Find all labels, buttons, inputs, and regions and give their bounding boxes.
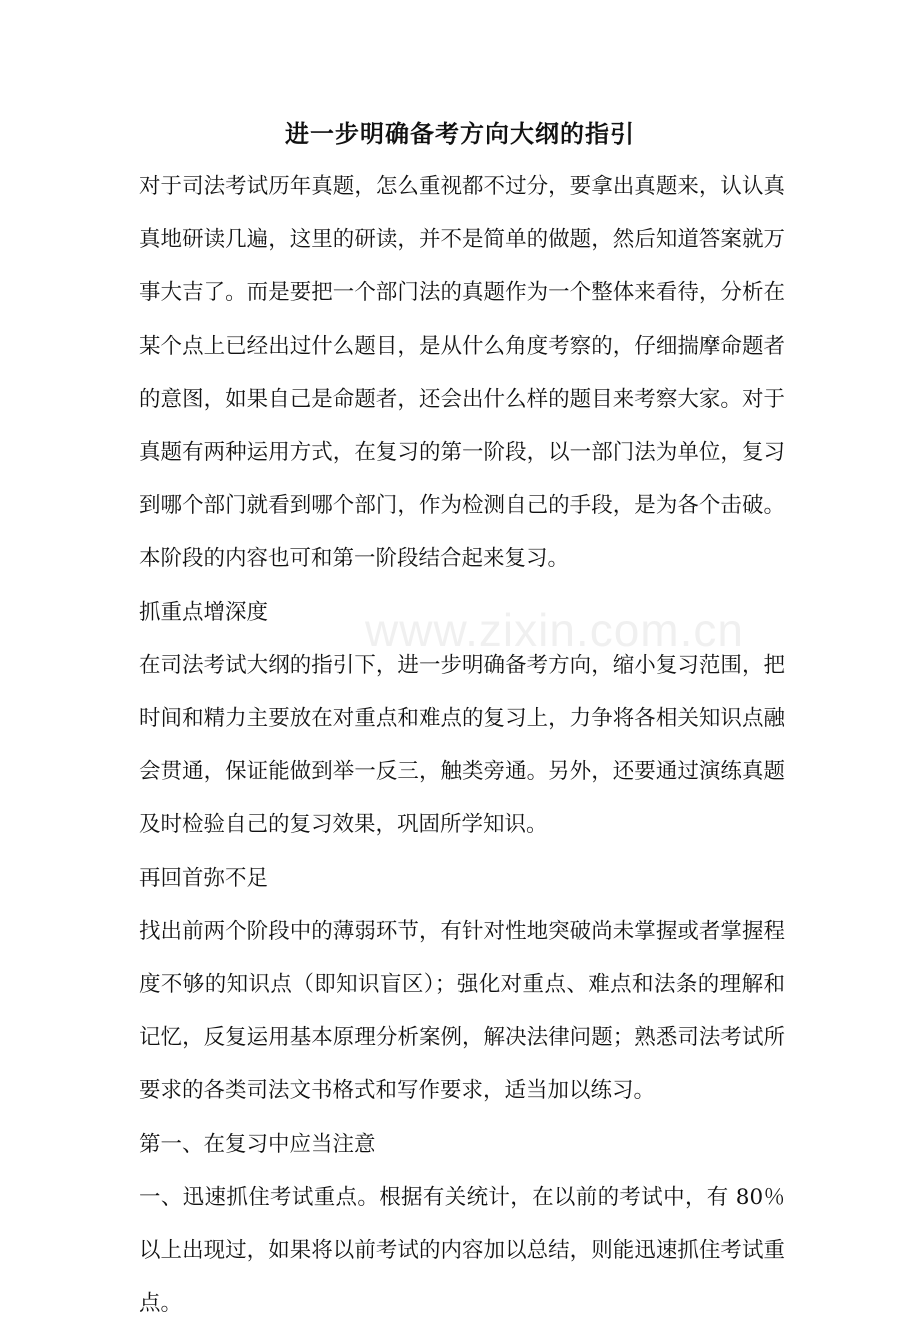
paragraph-key-points: 一、迅速抓住考试重点。根据有关统计，在以前的考试中，有 80％以上出现过，如果将以前考试的内容加以总结，则能迅速抓住考试重点。 bbox=[139, 1184, 785, 1317]
section-heading-notes: 第一、在复习中应当注意 bbox=[139, 1131, 376, 1157]
paragraph-review: 找出前两个阶段中的薄弱环节，有针对性地突破尚未掌握或者掌握程度不够的知识点（即知识盲区）；强化对重点、难点和法条的理解和记忆，反复运用基本原理分析案例，解决法律问题；熟悉司法考试所要求的各类司法文书格式和写作要求，适当加以练习。 bbox=[139, 918, 785, 1104]
watermark: www.zixin.com.cn bbox=[365, 604, 744, 656]
paragraph-focus: 在司法考试大纲的指引下，进一步明确备考方向，缩小复习范围，把时间和精力主要放在对重点和难点的复习上，力争将各相关知识点融会贯通，保证能做到举一反三，触类旁通。另外，还要通过演练真题及时检验自己的复习效果，巩固所学知识。 bbox=[139, 652, 785, 838]
section-heading-review: 再回首弥不足 bbox=[139, 865, 269, 891]
document-title: 进一步明确备考方向大纲的指引 bbox=[285, 120, 635, 148]
section-heading-focus: 抓重点增深度 bbox=[139, 599, 269, 625]
document-body bbox=[139, 160, 785, 1330]
paragraph-intro: 对于司法考试历年真题，怎么重视都不过分，要拿出真题来，认认真真地研读几遍，这里的研读，并不是简单的做题，然后知道答案就万事大吉了。而是要把一个部门法的真题作为一个整体来看待，分析在某个点上已经出过什么题目，是从什么角度考察的，仔细揣摩命题者的意图，如果自己是命题者，还会出什么样的题目来考察大家。对于真题有两种运用方式，在复习的第一阶段，以一部门法为单位，复习到哪个部门就看到哪个部门，作为检测自己的手段，是为各个击破。本阶段的内容也可和第一阶段结合起来复习。 bbox=[139, 174, 785, 572]
